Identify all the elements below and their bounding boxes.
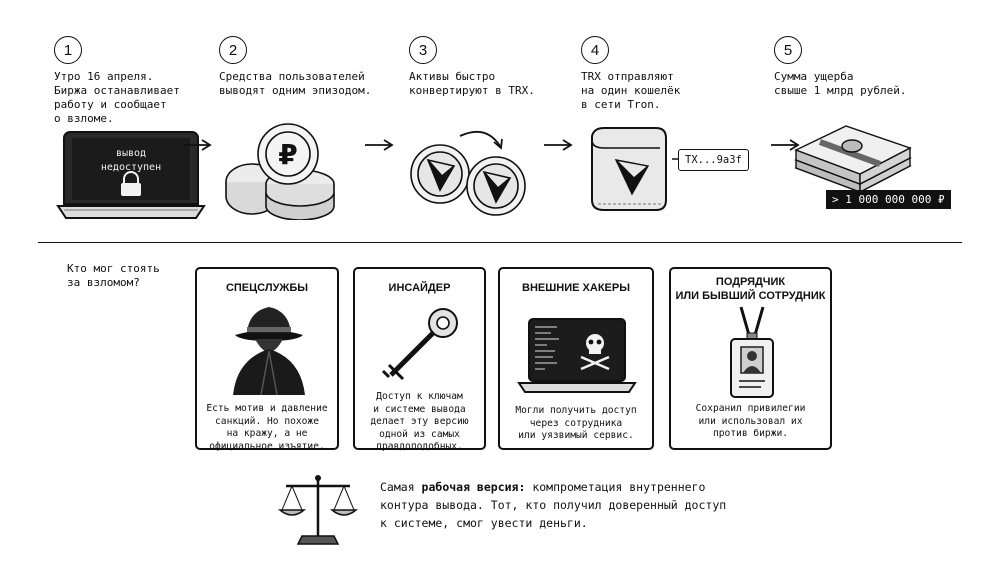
wallet-icon bbox=[586, 122, 672, 214]
conclusion-text bbox=[380, 478, 726, 532]
badge-icon bbox=[727, 305, 777, 399]
step-3-text: Активы быстро конвертируют в TRX. bbox=[409, 70, 535, 97]
suspect-card-special-services bbox=[195, 267, 339, 450]
suspects-question: Кто мог стоять за взломом? bbox=[67, 262, 160, 289]
laptop-screen-line1: вывод bbox=[115, 148, 147, 159]
suspect-card-title: СПЕЦСЛУЖБЫ bbox=[225, 282, 309, 294]
ruble-coins-icon bbox=[222, 120, 342, 220]
conclusion-line-2: контура вывода. Тот, кто получил доверенный доступ bbox=[380, 498, 727, 512]
step-5-text: Сумма ущерба свыше 1 млрд рублей. bbox=[774, 70, 907, 97]
step-3-number: 3 bbox=[409, 36, 437, 64]
step-2-text: Средства пользователей выводят одним эпизодом. bbox=[219, 70, 372, 97]
conclusion-prefix: Самая bbox=[380, 480, 422, 494]
laptop-screen-line2: недоступен bbox=[100, 162, 162, 173]
flow-arrow-3 bbox=[543, 138, 573, 152]
suspect-card-title: ВНЕШНИЕ ХАКЕРЫ bbox=[522, 282, 630, 294]
suspect-card-desc: Могли получить доступ через сотрудника или уязвимый сервис. bbox=[515, 405, 637, 441]
key-icon bbox=[381, 305, 463, 387]
suspect-card-insider bbox=[353, 267, 486, 450]
spy-icon bbox=[229, 299, 309, 397]
conclusion-rest: компрометация внутреннего bbox=[525, 480, 706, 494]
step-4-text: TRX отправляют на один кошелёк в сети Tron. bbox=[581, 70, 681, 111]
section-divider bbox=[38, 242, 962, 243]
ruble-symbol: ₽ bbox=[278, 138, 298, 171]
scales-icon bbox=[278, 472, 358, 548]
step-2-number: 2 bbox=[219, 36, 247, 64]
tx-hash-label: TX...9a3f bbox=[678, 149, 749, 171]
conclusion-line-3: к системе, смог увести деньги. bbox=[380, 516, 588, 530]
suspect-card-title: ИНСАЙДЕР bbox=[388, 282, 451, 294]
suspect-card-contractor bbox=[669, 267, 832, 450]
step-1-text: Утро 16 апреля. Биржа останавливает работу и сообщает о взломе. bbox=[54, 70, 180, 125]
flow-arrow-2 bbox=[364, 138, 394, 152]
hacked-laptop-icon bbox=[517, 317, 637, 395]
money-stack-icon bbox=[790, 116, 916, 200]
suspect-card-desc: Сохранил привилегии или использовал их против биржи. bbox=[695, 403, 806, 439]
step-1-number: 1 bbox=[54, 36, 82, 64]
suspect-card-desc: Есть мотив и давление санкций. Но похоже на кражу, а не официальное изъятие. bbox=[206, 403, 328, 452]
step-4-number: 4 bbox=[581, 36, 609, 64]
conclusion-line-1 bbox=[380, 478, 726, 496]
conclusion-highlight: рабочая версия: bbox=[421, 480, 526, 494]
suspect-card-title: ПОДРЯДЧИК ИЛИ БЫВШИЙ СОТРУДНИК bbox=[675, 276, 826, 302]
suspect-card-external-hackers bbox=[498, 267, 654, 450]
suspect-card-desc: Доступ к ключам и системе вывода делает эту версию одной из самых правдоподобных. bbox=[370, 391, 469, 452]
step-5-number: 5 bbox=[774, 36, 802, 64]
flow-arrow-1 bbox=[182, 138, 212, 152]
damage-sum-label: > 1 000 000 000 ₽ bbox=[826, 190, 951, 209]
tron-coins-icon bbox=[408, 124, 532, 220]
